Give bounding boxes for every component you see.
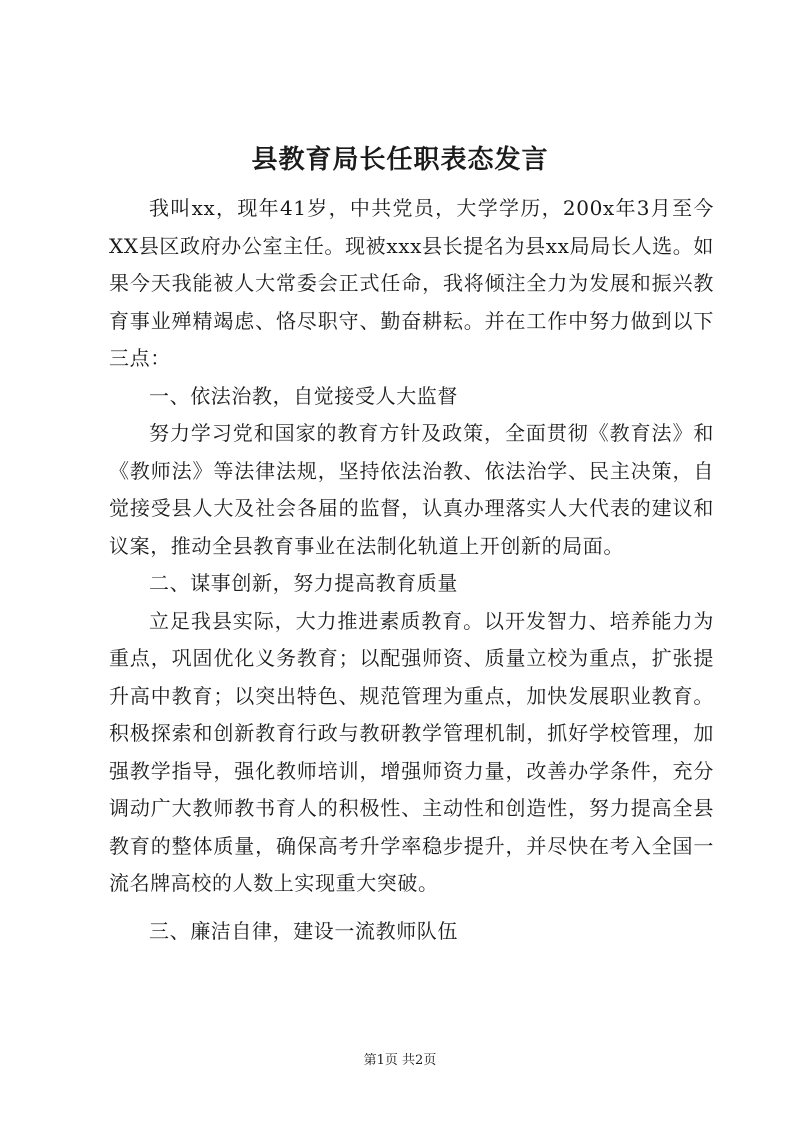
section-1-heading: 一、依法治教，自觉接受人大监督 — [149, 383, 458, 408]
page-footer: 第1页 共2页 — [363, 1053, 437, 1068]
section-1-paragraph: 努力学习党和国家的教育方针及政策，全面贯彻《教育法》和《教师法》等法律法规，坚持依法治教、依法治学、民主决策，自觉接受县人大及社会各届的监督，认真办理落实人大代表的建议和议案，推动全县教育事业在法制化轨道上开创新的局面。 — [109, 421, 714, 558]
paragraph-gap — [109, 903, 714, 913]
section-2-heading: 二、谋事创新，努力提高教育质量 — [149, 571, 458, 595]
document-title: 县教育局长任职表态发言 — [251, 145, 549, 175]
section-2-paragraph: 立足我县实际，大力推进素质教育。以开发智力、培养能力为重点，巩固优化义务教育；以配强师资、质量立校为重点，扩张提升高中教育；以突出特色、规范管理为重点，加快发展职业教育。积极探索和创新教育行政与教研教学管理机制，抓好学校管理，加强教学指导，强化教师培训，增强师资力量，改善办学条件，充分调动广大教师教书育人的积极性、主动性和创造性，努力提高全县教育的整体质量，确保高考升学率稳步提升，并尽快在考入全国一流名牌高校的人数上实现重大突破。 — [109, 608, 714, 895]
document-body — [109, 190, 714, 950]
section-3-heading: 三、廉洁自律，建设一流教师队伍 — [149, 918, 458, 943]
intro-paragraph: 我叫xx，现年41岁，中共党员，大学学历，200x年3月至今XX县区政府办公室主任。现被xxx县长提名为县xx局局长人选。如果今天我能被人大常委会正式任命，我将倾注全力为发展和振兴教育事业殚精竭虑、恪尽职守、勤奋耕耘。并在工作中努力做到以下三点： — [109, 196, 714, 370]
